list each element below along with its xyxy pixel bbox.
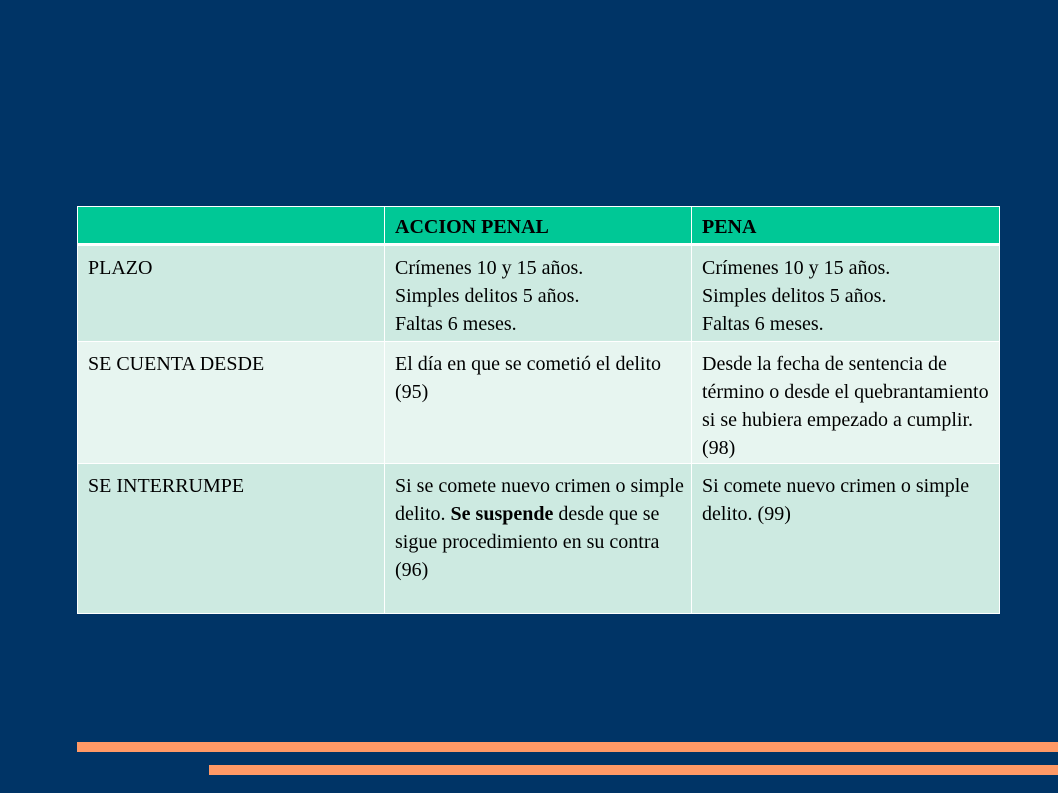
cell-line: Simples delitos 5 años. — [395, 285, 580, 307]
table-row-plazo — [78, 245, 1000, 342]
cell-se-interrumpe-pena: Si comete nuevo crimen o simple delito. (99) — [692, 464, 1000, 614]
table-row-se-interrumpe — [78, 464, 1000, 614]
header-cell-empty — [78, 207, 385, 245]
decorative-bar-upper — [77, 742, 1058, 752]
comparison-table — [77, 206, 1000, 614]
row-label-se-cuenta-desde: SE CUENTA DESDE — [78, 342, 385, 464]
header-cell-pena: PENA — [692, 207, 1000, 245]
text-run: Si se comete nuevo crimen o simple delito. — [395, 475, 684, 525]
cell-line: Crímenes 10 y 15 años. — [395, 257, 584, 279]
emphasis-text: Se suspende — [450, 503, 554, 525]
decorative-bar-lower — [209, 765, 1058, 775]
cell-line: Crímenes 10 y 15 años. — [702, 257, 891, 279]
table-header-row — [78, 207, 1000, 245]
cell-plazo-accion-penal — [385, 245, 692, 342]
row-label-plazo: PLAZO — [78, 245, 385, 342]
header-cell-accion-penal: ACCION PENAL — [385, 207, 692, 245]
text-run: desde que se sigue procedimiento en su contra (96) — [395, 503, 660, 581]
cell-line: Simples delitos 5 años. — [702, 285, 887, 307]
cell-line: Faltas 6 meses. — [395, 313, 517, 335]
cell-se-cuenta-desde-accion-penal: El día en que se cometió el delito (95) — [385, 342, 692, 464]
row-label-se-interrumpe: SE INTERRUMPE — [78, 464, 385, 614]
table-row-se-cuenta-desde — [78, 342, 1000, 464]
cell-se-cuenta-desde-pena: Desde la fecha de sentencia de término o desde el quebrantamiento si se hubiera empezado a cumplir. (98) — [692, 342, 1000, 464]
cell-se-interrumpe-accion-penal — [385, 464, 692, 614]
cell-line: Faltas 6 meses. — [702, 313, 824, 335]
cell-plazo-pena — [692, 245, 1000, 342]
